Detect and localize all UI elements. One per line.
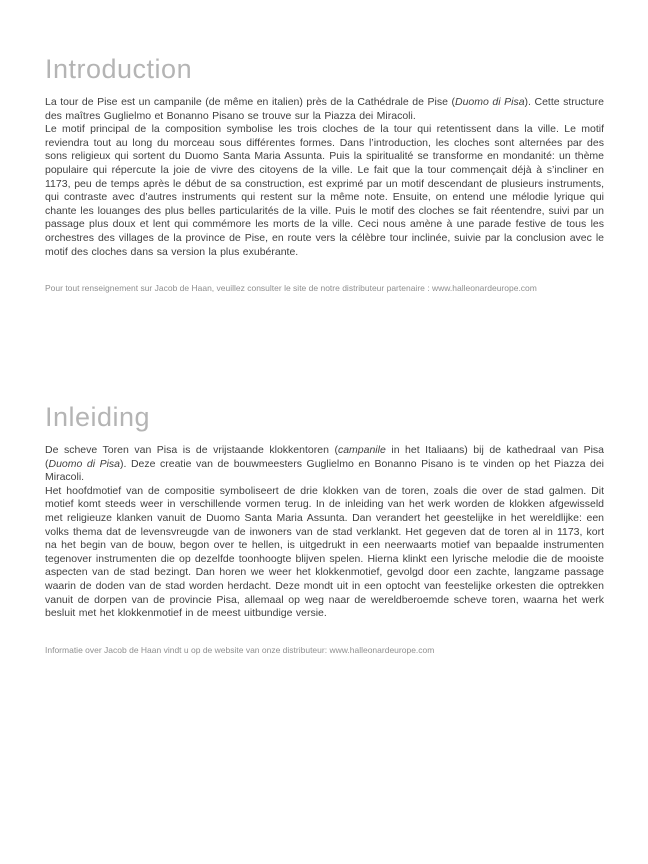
- distributor-note-fr: Pour tout renseignement sur Jacob de Haan, veuillez consulter le site de notre distributeur partenaire : www.halleonardeurope.com: [45, 283, 537, 294]
- section-heading-inleiding: Inleiding: [45, 402, 151, 432]
- section-introduction: [45, 54, 604, 294]
- paragraph-fr-1: La tour de Pise est un campanile (de même en italien) près de la Cathédrale de Pise (Duomo di Pisa). Cette structure des maîtres Guglielmo et Bonanno Pisano se trouve sur la Piazza dei Miracoli.: [45, 96, 604, 122]
- section-heading-introduction: Introduction: [45, 54, 193, 84]
- paragraph-fr-2: Le motif principal de la composition symbolise les trois cloches de la tour qui retentissent dans la ville. Le motif reviendra tout au long du morceau sous différentes formes. Dans l’introduction, les cloches sont alternées par des sons religieux qui sortent du Duomo Santa Maria Assunta. Puis la spiritualité se transforme en mondanité: un thème populaire qui répercute la joie de vivre des citoyens de la ville. Le fait que la tour commençait déjà à s’incliner en 1173, peu de temps après le début de sa construction, est exprimé par un motif descendant de plusieurs instruments, qui contraste avec d’autres instruments qui restent sur la même note. Ensuite, on entend une mélodie lyrique qui chante les louanges des plus belles particularités de la ville. Puis le motif des cloches se fait réentendre, suivi par un passage plus doux et lent qui commémore les morts de la ville. Ceci nous amène à une parade festive de tous les orchestres des villages de la province de Pise, en route vers la célèbre tour inclinée, suivie par la conclusion avec le motif des cloches dans sa version la plus exubérante.: [45, 123, 604, 258]
- paragraph-nl-2: Het hoofdmotief van de compositie symboliseert de drie klokken van de toren, zoals die over de stad galmen. Dit motief komt steeds weer in verschillende vormen terug. In de inleiding van het werk worden de klokken afgewisseld met religieuze klanken vanuit de Duomo Santa Maria Assunta. Dan verandert het geestelijke in het wereldlijke: een volks thema dat de levensvreugde van de inwoners van de stad verklankt. Het gegeven dat de toren al in 1173, kort na het begin van de bouw, begon over te hellen, is uitgedrukt in een neerwaarts motief van bepaalde instrumenten tegenover instrumenten die op dezelfde toonhoogte blijven spelen. Hierna klinkt een lyrische melodie die de mooiste aspecten van de stad bezingt. Dan horen we weer het klokkenmotief, gevolgd door een zachte, langzame passage waarin de doden van de stad worden herdacht. Deze mondt uit in een optocht van feestelijke orkesten die optrekken vanuit de dorpen van de provincie Pisa, allemaal op weg naar de wereldberoemde scheve toren, waarna het werk besluit met het klokkenmotief in de meest uitbundige versie.: [45, 484, 604, 620]
- paragraph-nl-1: De scheve Toren van Pisa is de vrijstaande klokkentoren (campanile in het Italiaans) bij de kathedraal van Pisa (Duomo di Pisa). Deze creatie van de bouwmeesters Guglielmo en Bonanno Pisano is te vinden op het Piazza dei Miracoli.: [45, 444, 605, 484]
- section-inleiding: [45, 402, 604, 656]
- distributor-note-nl: Informatie over Jacob de Haan vindt u op de website van onze distributeur: www.halleonardeurope.com: [45, 644, 435, 655]
